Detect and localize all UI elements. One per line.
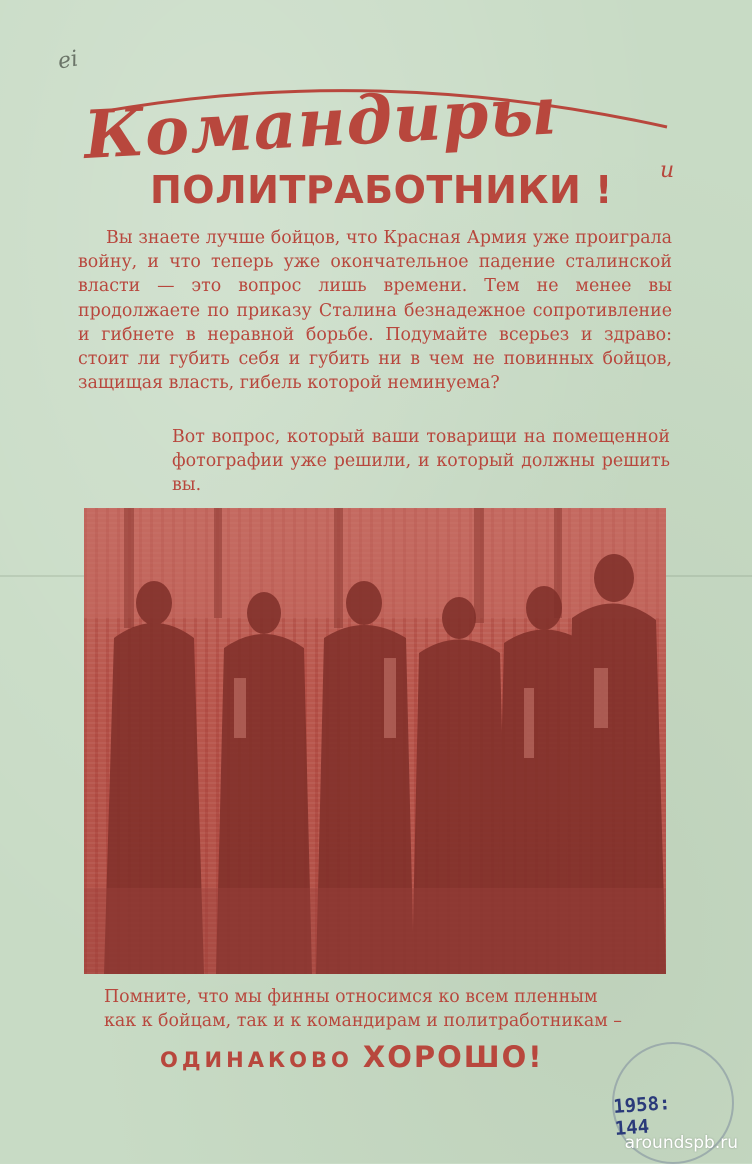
paragraph-3-line-1: Помните, что мы финны относимся ко всем пленным xyxy=(104,987,598,1007)
group-photo-figures xyxy=(84,508,666,974)
body-paragraph-2: Вот вопрос, который ваши товарищи на помещенной фотографии уже решили, и который должны решить вы. xyxy=(172,427,670,495)
group-photo xyxy=(84,508,666,974)
title-commanders: Командиры xyxy=(81,71,560,174)
corner-pencil-mark: ei xyxy=(55,46,81,75)
site-watermark: aroundspb.ru xyxy=(624,1133,738,1153)
body-paragraph-3 xyxy=(104,985,670,1033)
title-political-workers: ПОЛИТРАБОТНИКИ ! xyxy=(150,168,613,212)
slogan xyxy=(160,1040,543,1074)
paragraph-3-line-2: как к бойцам, так и к командирам и политработникам – xyxy=(104,1011,622,1031)
title-conjunction: и xyxy=(660,158,675,183)
slogan-word-good: ХОРОШО! xyxy=(362,1040,544,1074)
archive-number-line-1: 1958: xyxy=(612,1092,672,1118)
archive-number-line-2: 144 xyxy=(614,1115,650,1140)
slogan-word-equally: ОДИНАКОВО xyxy=(160,1048,353,1072)
body-paragraph-1: Вы знаете лучше бойцов, что Красная Армия уже проиграла войну, и что теперь уже окончательное падение сталинской власти — это вопрос лишь времени. Тем не менее вы продолжаете по приказу Сталина безнадежное сопротивление и гибнете в неравной борьбе. Подумайте всерьез и здраво: стоит ли губить себя и губить ни в чем не повинных бойцов, защищая власть, гибель которой неминуема? xyxy=(78,228,672,394)
